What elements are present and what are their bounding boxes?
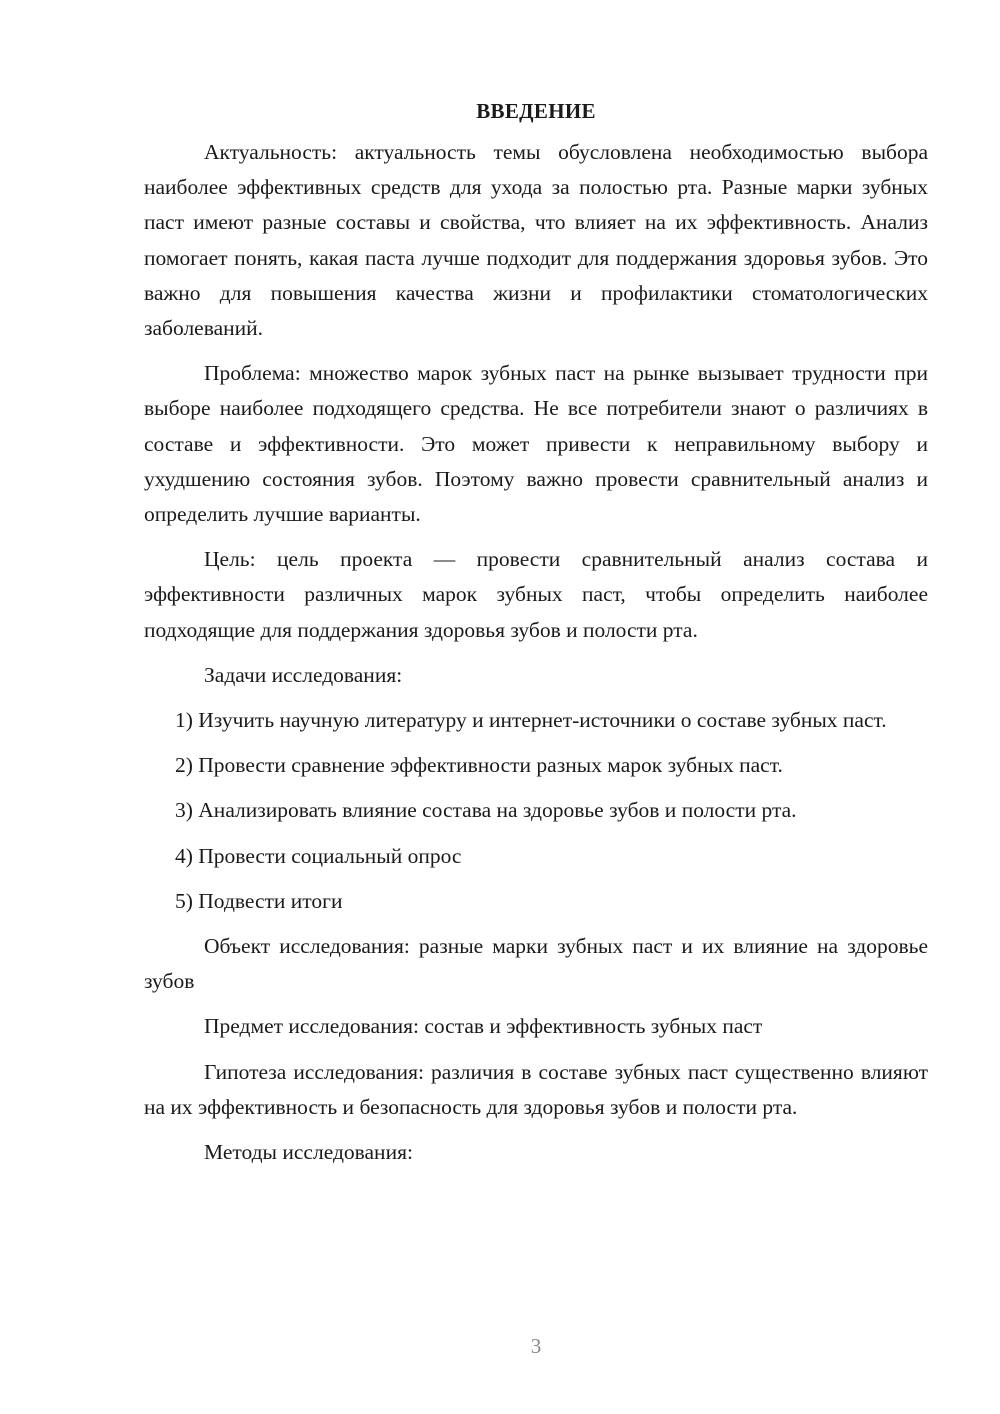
task-item: 5) Подвести итоги: [175, 888, 343, 913]
task-item: 2) Провести сравнение эффективности разных марок зубных паст.: [175, 753, 783, 778]
paragraph-relevance: Актуальность: актуальность темы обусловлена необходимостью выбора наиболее эффективных средств для ухода за полостью рта. Разные марки зубных паст имеют разные составы и свойства, что влияет на их эффективность. Анализ помогает понять, какая паста лучше подходит для поддержания здоровья зубов. Это важно для повышения качества жизни и профилактики стоматологических заболеваний.: [144, 140, 928, 341]
task-item: 1) Изучить научную литературу и интернет-источники о составе зубных паст.: [175, 708, 887, 733]
paragraph-hypothesis: Гипотеза исследования: различия в составе зубных паст существенно влияют на их эффективность и безопасность для здоровья зубов и полости рта.: [144, 1059, 928, 1119]
paragraph-object: Объект исследования: разные марки зубных паст и их влияние на здоровье зубов: [144, 934, 928, 994]
paragraph-problem: Проблема: множество марок зубных паст на рынке вызывает трудности при выборе наиболее подходящего средства. Не все потребители знают о различиях в составе и эффективности. Это может привести к неправильному выбору и ухудшению состояния зубов. Поэтому важно провести сравнительный анализ и определить лучшие варианты.: [144, 361, 928, 527]
paragraph-tasks-heading: Задачи исследования:: [204, 662, 403, 687]
paragraph-methods: Методы исследования:: [204, 1140, 413, 1165]
page-number: 3: [530, 1334, 542, 1358]
task-item: 4) Провести социальный опрос: [175, 843, 462, 868]
paragraph-subject: Предмет исследования: состав и эффективность зубных паст: [204, 1014, 763, 1039]
section-title: ВВЕДЕНИЕ: [476, 99, 596, 123]
task-item: 3) Анализировать влияние состава на здоровье зубов и полости рта.: [175, 798, 797, 823]
paragraph-goal: Цель: цель проекта — провести сравнительный анализ состава и эффективности различных марок зубных паст, чтобы определить наиболее подходящие для поддержания здоровья зубов и полости рта.: [144, 547, 928, 642]
page-content: [144, 96, 928, 1180]
